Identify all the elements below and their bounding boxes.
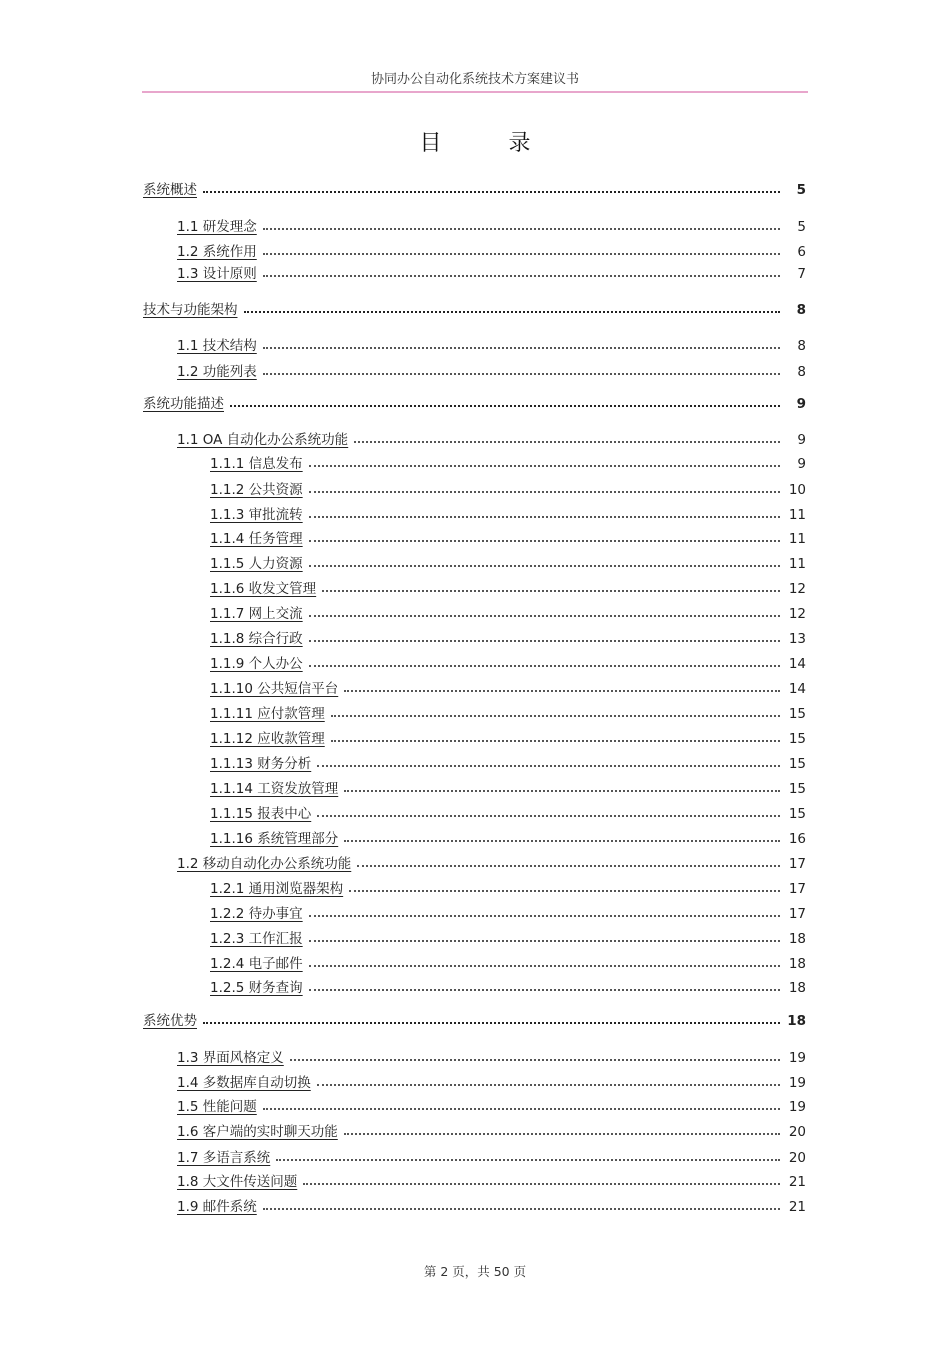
toc-dot-leader <box>203 1022 780 1024</box>
toc-dot-leader <box>303 1183 780 1185</box>
toc-entry[interactable] <box>210 827 806 847</box>
toc-dot-leader <box>230 405 780 407</box>
toc-dot-leader <box>309 915 780 917</box>
page-header-title: 协同办公自动化系统技术方案建议书 <box>370 72 579 87</box>
toc-entry-label[interactable]: 1.1.14 工资发放管理 <box>210 781 339 797</box>
toc-entry-label[interactable]: 1.9 邮件系统 <box>177 1199 257 1215</box>
toc-entry-page: 9 <box>797 456 806 472</box>
toc-entry-label[interactable]: 1.2.4 电子邮件 <box>210 956 303 972</box>
toc-entry-label[interactable]: 系统概述 <box>143 182 197 198</box>
toc-dot-leader <box>317 765 780 767</box>
toc-dot-leader <box>290 1059 780 1061</box>
toc-entry[interactable] <box>210 727 806 747</box>
toc-entry-page: 21 <box>788 1174 806 1190</box>
toc-dot-leader <box>263 253 780 255</box>
toc-entry-label[interactable]: 1.2.2 待办事宜 <box>210 906 303 922</box>
toc-entry-page: 17 <box>788 881 806 897</box>
toc-dot-leader <box>263 1208 780 1210</box>
toc-entry[interactable] <box>210 777 806 797</box>
toc-dot-leader <box>276 1159 780 1161</box>
toc-dot-leader <box>263 1108 780 1110</box>
header-divider <box>142 91 808 93</box>
toc-entry[interactable] <box>143 178 806 198</box>
toc-entry[interactable] <box>177 360 806 380</box>
toc-entry-page: 11 <box>788 531 806 547</box>
toc-entry[interactable] <box>143 298 806 318</box>
toc-entry[interactable] <box>210 602 806 622</box>
toc-entry-page: 17 <box>788 856 806 872</box>
toc-entry[interactable] <box>210 577 806 597</box>
toc-entry-page: 8 <box>797 338 806 354</box>
toc-entry-page: 19 <box>788 1099 806 1115</box>
toc-heading: 目 录 <box>419 131 561 156</box>
toc-entry[interactable] <box>210 976 806 996</box>
toc-entry[interactable] <box>210 952 806 972</box>
toc-entry[interactable] <box>210 652 806 672</box>
toc-entry-label[interactable]: 1.1.9 个人办公 <box>210 656 303 672</box>
toc-dot-leader <box>344 690 780 692</box>
toc-dot-leader <box>263 275 780 277</box>
toc-entry-label[interactable]: 1.2 系统作用 <box>177 244 257 260</box>
toc-entry-label[interactable]: 1.1 研发理念 <box>177 219 257 235</box>
toc-entry[interactable] <box>210 902 806 922</box>
toc-entry[interactable] <box>177 1120 806 1140</box>
toc-dot-leader <box>309 491 780 493</box>
page-footer: 第 2 页，共 50 页 <box>423 1264 527 1279</box>
toc-dot-leader <box>357 865 780 867</box>
toc-entry-label[interactable]: 1.8 大文件传送问题 <box>177 1174 298 1190</box>
toc-dot-leader <box>263 373 780 375</box>
toc-dot-leader <box>244 311 781 313</box>
toc-entry-label[interactable]: 1.1.3 审批流转 <box>210 507 303 523</box>
toc-entry-label[interactable]: 系统优势 <box>143 1013 197 1029</box>
toc-dot-leader <box>309 640 780 642</box>
toc-dot-leader <box>263 228 780 230</box>
toc-entry-page: 9 <box>796 396 806 412</box>
toc-entry-page: 15 <box>788 756 806 772</box>
toc-entry-page: 18 <box>787 1013 806 1029</box>
toc-entry-page: 14 <box>788 656 806 672</box>
toc-dot-leader <box>317 815 780 817</box>
toc-entry-label[interactable]: 1.1.5 人力资源 <box>210 556 303 572</box>
toc-entry-label[interactable]: 1.1.15 报表中心 <box>210 806 312 822</box>
toc-entry-label[interactable]: 1.2.5 财务查询 <box>210 980 303 996</box>
toc-entry-page: 5 <box>797 219 806 235</box>
toc-dot-leader <box>309 965 780 967</box>
toc-dot-leader <box>309 565 780 567</box>
toc-entry[interactable] <box>177 1046 806 1066</box>
toc-entry[interactable] <box>177 852 806 872</box>
toc-entry-label[interactable]: 1.2.1 通用浏览器架构 <box>210 881 344 897</box>
toc-dot-leader <box>331 715 780 717</box>
toc-entry-label[interactable]: 1.4 多数据库自动切换 <box>177 1075 311 1091</box>
toc-entry-page: 14 <box>788 681 806 697</box>
toc-entry-label[interactable]: 1.6 客户端的实时聊天功能 <box>177 1124 338 1140</box>
toc-entry[interactable] <box>143 1009 806 1029</box>
toc-entry[interactable] <box>177 1071 806 1091</box>
toc-entry-page: 12 <box>788 581 806 597</box>
toc-dot-leader <box>309 940 780 942</box>
toc-entry-page: 11 <box>788 507 806 523</box>
toc-entry[interactable] <box>143 392 806 412</box>
toc-entry-page: 8 <box>796 302 806 318</box>
toc-entry[interactable] <box>210 802 806 822</box>
toc-entry-label[interactable]: 1.3 界面风格定义 <box>177 1050 284 1066</box>
toc-entry-page: 19 <box>788 1075 806 1091</box>
toc-entry-page: 20 <box>788 1124 806 1140</box>
toc-dot-leader <box>317 1084 780 1086</box>
toc-entry[interactable] <box>177 240 806 260</box>
toc-dot-leader <box>322 590 780 592</box>
toc-entry-label[interactable]: 1.1 技术结构 <box>177 338 257 354</box>
toc-entry[interactable] <box>177 1170 806 1190</box>
toc-entry[interactable] <box>177 1146 806 1166</box>
toc-entry-label[interactable]: 1.1.2 公共资源 <box>210 482 303 498</box>
toc-dot-leader <box>309 989 780 991</box>
toc-entry-page: 17 <box>788 906 806 922</box>
toc-entry[interactable] <box>210 478 806 498</box>
toc-dot-leader <box>309 465 780 467</box>
toc-dot-leader <box>331 740 780 742</box>
toc-entry-label[interactable]: 1.1.16 系统管理部分 <box>210 831 339 847</box>
toc-dot-leader <box>309 540 780 542</box>
toc-dot-leader <box>344 790 780 792</box>
toc-entry-page: 19 <box>788 1050 806 1066</box>
toc-entry-label[interactable]: 1.5 性能问题 <box>177 1099 257 1115</box>
toc-entry-page: 7 <box>797 266 806 282</box>
toc-entry-page: 15 <box>788 781 806 797</box>
toc-entry-label[interactable]: 1.1.6 收发文管理 <box>210 581 317 597</box>
toc-entry-label[interactable]: 1.1.1 信息发布 <box>210 456 303 472</box>
toc-entry-page: 6 <box>797 244 806 260</box>
toc-dot-leader <box>309 615 780 617</box>
toc-entry-label[interactable]: 技术与功能架构 <box>143 302 238 318</box>
toc-entry-label[interactable]: 1.1 OA 自动化办公系统功能 <box>177 432 349 448</box>
toc-entry-page: 21 <box>788 1199 806 1215</box>
toc-entry-page: 18 <box>788 980 806 996</box>
toc-entry-page: 18 <box>788 931 806 947</box>
toc-entry-label[interactable]: 1.1.11 应付款管理 <box>210 706 325 722</box>
toc-entry[interactable] <box>210 702 806 722</box>
toc-entry[interactable] <box>210 752 806 772</box>
toc-dot-leader <box>203 191 780 193</box>
toc-entry-label[interactable]: 1.1.12 应收款管理 <box>210 731 325 747</box>
toc-entry[interactable] <box>210 552 806 572</box>
toc-entry-page: 5 <box>796 182 806 198</box>
toc-entry-label[interactable]: 1.3 设计原则 <box>177 266 257 282</box>
toc-entry-page: 18 <box>788 956 806 972</box>
toc-entry-page: 15 <box>788 706 806 722</box>
toc-entry-label[interactable]: 1.1.7 网上交流 <box>210 606 303 622</box>
toc-entry-label[interactable]: 1.2.3 工作汇报 <box>210 931 303 947</box>
toc-entry[interactable] <box>177 428 806 448</box>
toc-entry-page: 13 <box>788 631 806 647</box>
toc-entry-page: 12 <box>788 606 806 622</box>
toc-entry[interactable] <box>210 677 806 697</box>
toc-dot-leader <box>354 441 780 443</box>
toc-entry-label[interactable]: 1.7 多语言系统 <box>177 1150 271 1166</box>
toc-entry[interactable] <box>177 1095 806 1115</box>
toc-entry[interactable] <box>210 503 806 523</box>
toc-entry[interactable] <box>210 452 806 472</box>
toc-entry[interactable] <box>177 215 806 235</box>
toc-dot-leader <box>349 890 780 892</box>
toc-entry-label[interactable]: 1.1.8 综合行政 <box>210 631 303 647</box>
toc-entry-label[interactable]: 1.1.4 任务管理 <box>210 531 303 547</box>
toc-entry-page: 15 <box>788 806 806 822</box>
toc-entry-label[interactable]: 1.1.13 财务分析 <box>210 756 312 772</box>
toc-entry-page: 10 <box>788 482 806 498</box>
toc-entry-page: 9 <box>797 432 806 448</box>
toc-dot-leader <box>344 840 780 842</box>
toc-entry[interactable] <box>177 262 806 282</box>
toc-entry-page: 20 <box>788 1150 806 1166</box>
toc-entry-label[interactable]: 1.2 移动自动化办公系统功能 <box>177 856 352 872</box>
toc-dot-leader <box>344 1133 780 1135</box>
toc-dot-leader <box>309 516 780 518</box>
toc-entry[interactable] <box>210 527 806 547</box>
toc-entry[interactable] <box>210 627 806 647</box>
toc-entry[interactable] <box>210 927 806 947</box>
toc-entry[interactable] <box>177 334 806 354</box>
toc-dot-leader <box>309 665 780 667</box>
toc-entry-page: 16 <box>788 831 806 847</box>
toc-entry-label[interactable]: 系统功能描述 <box>143 396 224 412</box>
toc-entry-label[interactable]: 1.1.10 公共短信平台 <box>210 681 339 697</box>
toc-entry-label[interactable]: 1.2 功能列表 <box>177 364 257 380</box>
toc-entry-page: 15 <box>788 731 806 747</box>
toc-dot-leader <box>263 347 780 349</box>
toc-entry[interactable] <box>177 1195 806 1215</box>
toc-entry-page: 8 <box>797 364 806 380</box>
toc-entry[interactable] <box>210 877 806 897</box>
toc-entry-page: 11 <box>788 556 806 572</box>
